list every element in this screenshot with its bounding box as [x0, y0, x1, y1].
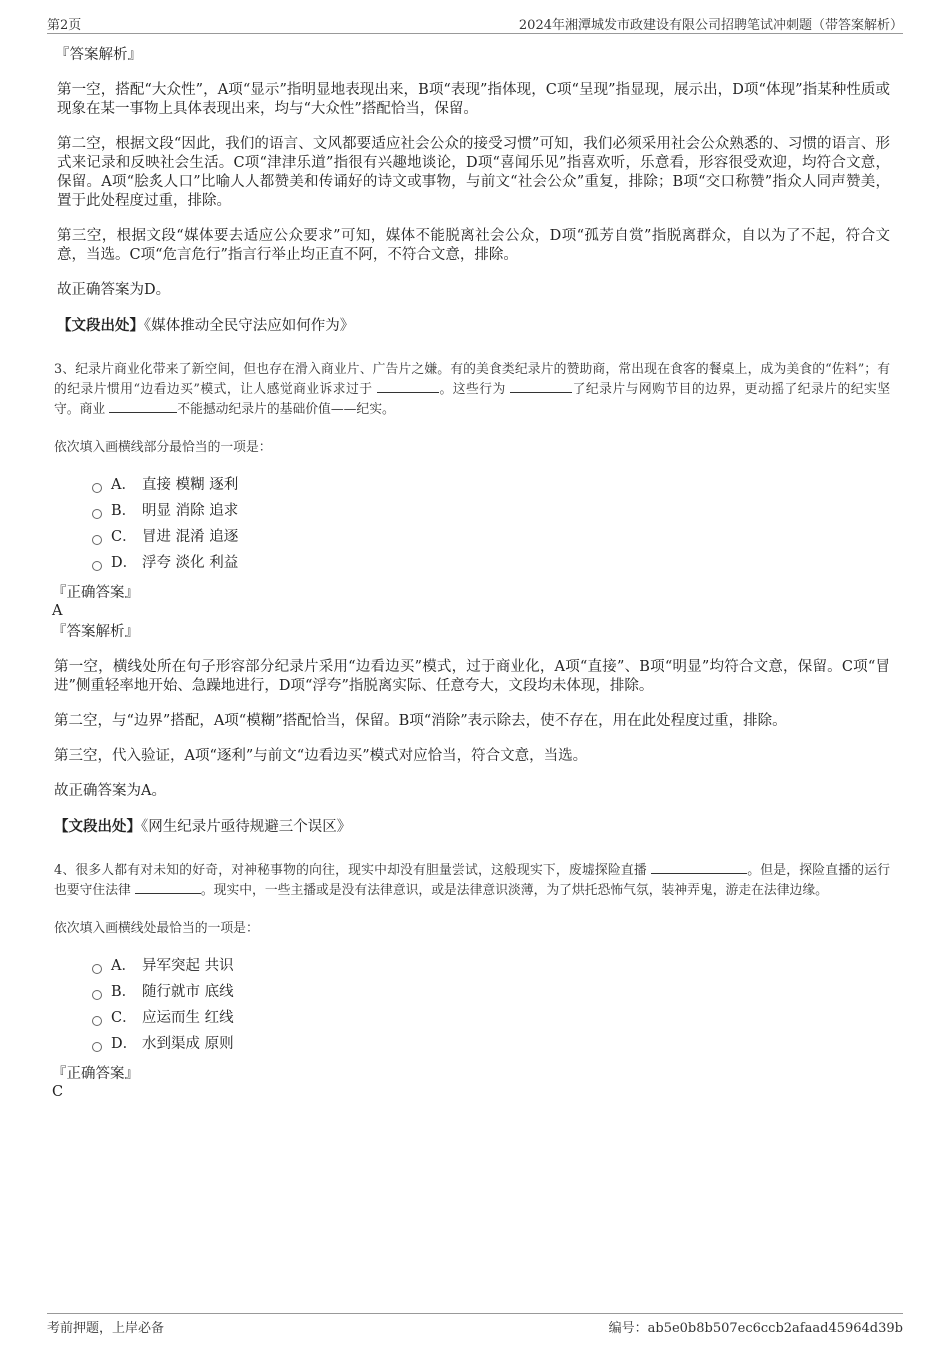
- option-letter: D．: [111, 555, 138, 571]
- question-number: 3、: [54, 362, 76, 377]
- page-number: 第2页: [47, 18, 82, 33]
- question-prompt: 依次填入画横线处最恰当的一项是：: [54, 921, 259, 936]
- page-header: [47, 14, 903, 34]
- document-code: 编号：ab5e0b8b507ec6ccb2afaad45964d39b: [608, 1321, 903, 1336]
- option-text: 应运而生 红线: [142, 1010, 234, 1026]
- radio-icon[interactable]: [92, 1016, 102, 1026]
- answer-heading: 『正确答案』: [52, 1066, 139, 1082]
- option-letter: A．: [111, 958, 136, 974]
- analysis-paragraph: 第二空，根据文段“因此，我们的语言、文风都要适应社会公众的接受习惯”可知，我们必须采用社会公众熟悉的、习惯的语言、形式来记录和反映社会生活。C项“津津乐道”指很有兴趣地谈论，D项“喜闻乐见”指喜欢听，乐意看，形容很受欢迎，均符合文意，保留。A项“脍炙人口”比喻人人都赞美和传诵好的诗文或事物，与前文“社会公众”重复，排除；B项“交口称赞”指众人同声赞美，置于此处程度过重，排除。: [57, 136, 890, 209]
- page-content: [52, 45, 890, 1101]
- question-fragment: 不能撼动纪录片的基础价值——纪实。: [177, 402, 395, 417]
- option-text: 水到渠成 原则: [142, 1036, 234, 1052]
- option-text: 直接 模糊 逐利: [142, 477, 239, 493]
- option-c[interactable]: [92, 1005, 890, 1031]
- radio-icon[interactable]: [92, 483, 102, 493]
- analysis-paragraph: 第一空，搭配“大众性”，A项“显示”指明显地表现出来，B项“表现”指体现，C项“呈现”指显现，展示出，D项“体现”指某种性质或现象在某一事物上具体表现出来，均与“大众性”搭配恰当，保留。: [57, 82, 890, 117]
- question-fragment: 。现实中，一些主播或是没有法律意识，或是法律意识淡薄，为了烘托恐怖气氛，装神弄鬼，游走在法律边缘。: [200, 883, 828, 898]
- radio-icon[interactable]: [92, 509, 102, 519]
- question-fragment: 。但是，探险直播的运行也要守住法律: [54, 863, 890, 898]
- correct-answer: C: [52, 1084, 64, 1100]
- question-fragment: 。这些行为: [439, 382, 506, 397]
- option-letter: D．: [111, 1036, 138, 1052]
- fill-blank: [510, 381, 572, 393]
- option-text: 冒进 混淆 追逐: [142, 529, 239, 545]
- conclusion: 故正确答案为D。: [57, 282, 171, 298]
- analysis-paragraph: 第二空，与“边界”搭配，A项“模糊”搭配恰当，保留。B项“消除”表示除去，使不存在，用在此处程度过重，排除。: [54, 713, 787, 729]
- radio-icon[interactable]: [92, 1042, 102, 1052]
- question-fragment: 了纪录片与网购节目的边界，更动摇了纪录片的纪实坚守。商业: [54, 382, 890, 417]
- conclusion: 故正确答案为A。: [54, 783, 166, 799]
- question-number: 4、: [54, 863, 76, 878]
- analysis-paragraph: 第三空，代入验证，A项“逐利”与前文“边看边买”模式对应恰当，符合文意，当选。: [54, 748, 588, 764]
- option-b[interactable]: [92, 979, 890, 1005]
- option-text: 随行就市 底线: [142, 984, 234, 1000]
- option-text: 浮夸 淡化 利益: [142, 555, 239, 571]
- question-text: [54, 861, 890, 901]
- question-prompt: 依次填入画横线部分最恰当的一项是：: [54, 440, 272, 455]
- analysis-paragraph: 第一空，横线处所在句子形容部分纪录片采用“边看边买”模式，过于商业化，A项“直接”、B项“明显”均符合文意，保留。C项“冒进”侧重轻率地开始、急躁地进行，D项“浮夸”指脱离实际、任意夸大，文段均未体现，排除。: [54, 659, 890, 694]
- answer-heading: 『正确答案』: [52, 585, 139, 601]
- question-fragment: 纪录片商业化带来了新空间，但也存在滑入商业片、广告片之嫌。有的美食类纪录片的赞助商，常出现在食客的餐桌上，成为美食的“佐料”；有的纪录片惯用“边看边买”模式，让人感觉商业诉求过于: [54, 362, 890, 397]
- source-title: 《媒体推动全民守法应如何作为》: [144, 318, 355, 334]
- radio-icon[interactable]: [92, 561, 102, 571]
- option-letter: B．: [111, 503, 137, 519]
- analysis-paragraph: 第三空，根据文段“媒体要去适应公众要求”可知，媒体不能脱离社会公众，D项“孤芳自赏”指脱离群众，自以为了不起，符合文意，当选。C项“危言危行”指言行举止均正直不阿，不符合文意，排除。: [57, 228, 890, 263]
- radio-icon[interactable]: [92, 964, 102, 974]
- source-citation: [54, 817, 890, 837]
- option-letter: A．: [111, 477, 136, 493]
- option-d[interactable]: [92, 1031, 890, 1057]
- analysis-heading: 『答案解析』: [52, 624, 139, 640]
- correct-answer: A: [52, 603, 63, 619]
- option-text: 异军突起 共识: [142, 958, 234, 974]
- page-footer: [47, 1313, 903, 1336]
- question-text: [54, 360, 890, 420]
- fill-blank: [377, 381, 439, 393]
- footer-motto: 考前押题，上岸必备: [47, 1321, 165, 1336]
- source-label: 【文段出处】: [57, 317, 144, 334]
- radio-icon[interactable]: [92, 990, 102, 1000]
- document-title: 2024年湘潭城发市政建设有限公司招聘笔试冲刺题（带答案解析）: [518, 18, 903, 33]
- analysis-heading: 『答案解析』: [55, 47, 142, 63]
- option-c[interactable]: [92, 524, 890, 550]
- question-3: [54, 360, 890, 837]
- option-letter: C．: [111, 1010, 137, 1026]
- fill-blank: [651, 862, 747, 874]
- option-list: [92, 953, 890, 1057]
- question-fragment: 很多人都有对未知的好奇，对神秘事物的向往，现实中却没有胆量尝试，这般现实下，废墟探险直播: [75, 863, 647, 878]
- fill-blank: [135, 882, 201, 894]
- question-4: [54, 861, 890, 1101]
- source-citation: [57, 316, 890, 336]
- q2-analysis: [57, 45, 890, 336]
- option-a[interactable]: [92, 472, 890, 498]
- option-d[interactable]: [92, 550, 890, 576]
- option-letter: C．: [111, 529, 137, 545]
- option-text: 明显 消除 追求: [142, 503, 239, 519]
- source-title: 《网生纪录片亟待规避三个误区》: [141, 819, 352, 835]
- option-a[interactable]: [92, 953, 890, 979]
- source-label: 【文段出处】: [54, 818, 141, 835]
- option-letter: B．: [111, 984, 137, 1000]
- option-list: [92, 472, 890, 576]
- option-b[interactable]: [92, 498, 890, 524]
- radio-icon[interactable]: [92, 535, 102, 545]
- fill-blank: [109, 401, 177, 413]
